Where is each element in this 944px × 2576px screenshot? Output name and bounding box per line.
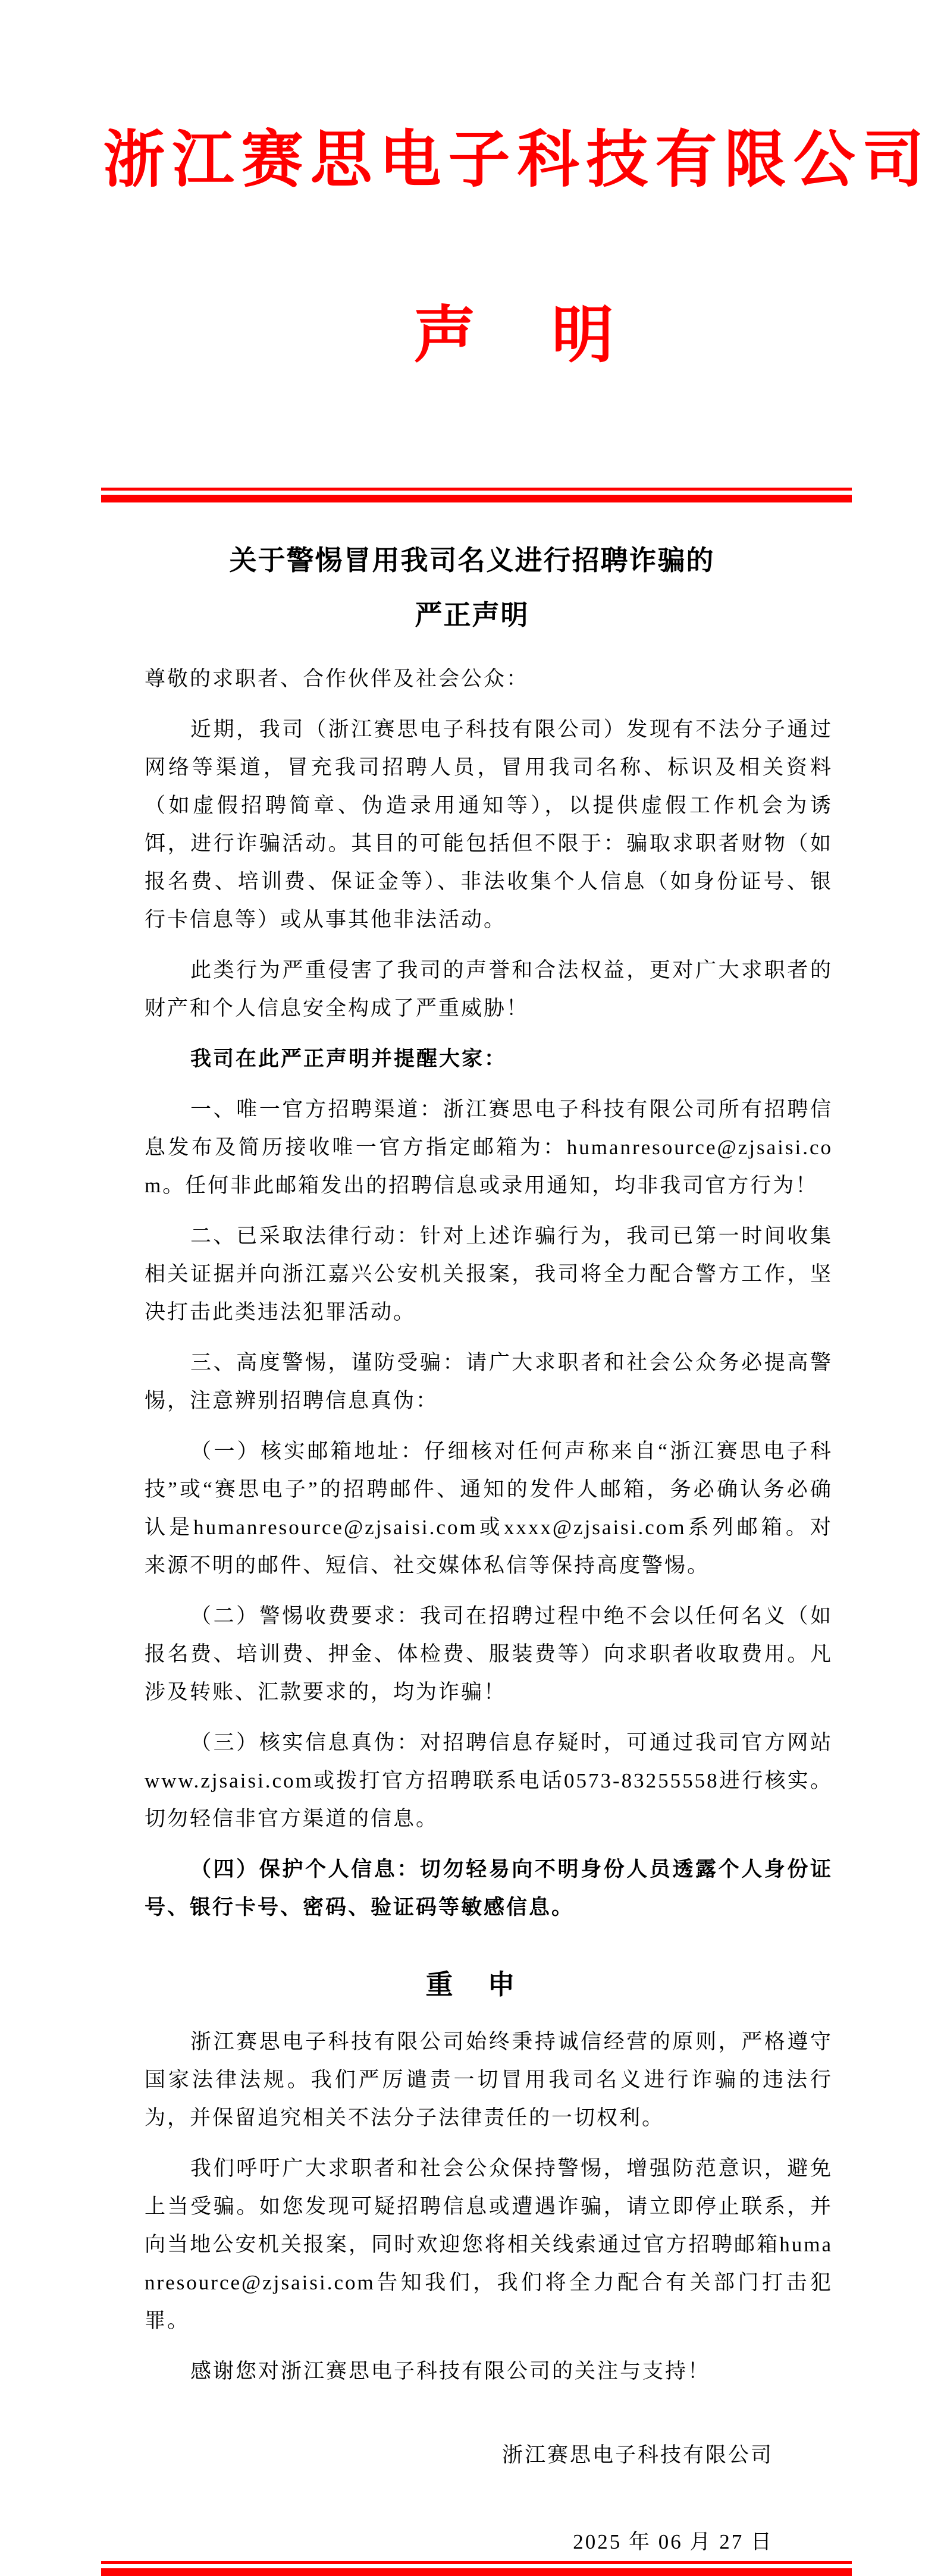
paragraph-item-3-vigilance: 三、高度警惕，谨防受骗：请广大求职者和社会公众务必提高警惕，注意辨别招聘信息真伪：: [145, 1351, 833, 1413]
company-title-line1: 浙江赛思电子科技有限公司: [103, 125, 932, 194]
statement-heading-line1: 关于警惕冒用我司名义进行招聘诈骗的: [229, 545, 715, 576]
salutation: 尊敬的求职者、合作伙伴及社会公众：: [145, 667, 529, 691]
date-line: 2025 年 06 月 27 日: [573, 2530, 773, 2554]
paragraph-sub-4-protect-info: （四）保护个人信息：切勿轻易向不明身份人员透露个人身份证号、银行卡号、密码、验证码等敏感信息。: [145, 1858, 833, 1920]
paragraph-appeal: 我们呼吁广大求职者和社会公众保持警惕，增强防范意识，避免上当受骗。如您发现可疑招聘信息或遭遇诈骗，请立即停止联系，并向当地公安机关报案，同时欢迎您将相关线索通过官方招聘邮箱humanresource@zjsaisi.com告知我们，我们将全力配合有关部门打击犯罪。: [145, 2157, 833, 2333]
restatement-heading: 重 申: [425, 1969, 519, 2000]
bottom-rule-thin-line: [101, 2561, 852, 2564]
bottom-rule-thick-line: [101, 2568, 852, 2576]
statement-heading: [0, 533, 944, 643]
paragraph-harm: 此类行为严重侵害了我司的声誉和合法权益，更对广大求职者的财产和个人信息安全构成了严重威胁！: [145, 959, 833, 1020]
paragraph-sub-3-verify-info: （三）核实信息真伪：对招聘信息存疑时，可通过我司官方网站www.zjsaisi.com或拨打官方招聘联系电话0573-83255558进行核实。切勿轻信非官方渠道的信息。: [145, 1731, 833, 1831]
top-rule-thick-line: [101, 495, 852, 502]
paragraph-item-2-legal-action: 二、已采取法律行动：针对上述诈骗行为，我司已第一时间收集相关证据并向浙江嘉兴公安机关报案，我司将全力配合警方工作，坚决打击此类违法犯罪活动。: [145, 1224, 833, 1324]
statement-body: [145, 648, 833, 1939]
restatement-body: [145, 2010, 833, 2403]
paragraph-integrity: 浙江赛思电子科技有限公司始终秉持诚信经营的原则，严格遵守国家法律法规。我们严厉谴责一切冒用我司名义进行诈骗的违法行为，并保留追究相关不法分子法律责任的一切权利。: [145, 2030, 833, 2130]
paragraph-sub-2-fee-warning: （二）警惕收费要求：我司在招聘过程中绝不会以任何名义（如报名费、培训费、押金、体检费、服装费等）向求职者收取费用。凡涉及转账、汇款要求的，均为诈骗！: [145, 1604, 833, 1704]
company-title: [0, 29, 944, 467]
statement-heading-line2: 严正声明: [415, 600, 529, 631]
paragraph-item-1-official-channel: 一、唯一官方招聘渠道：浙江赛思电子科技有限公司所有招聘信息发布及简历接收唯一官方指定邮箱为：humanresource@zjsaisi.com。任何非此邮箱发出的招聘信息或录用通知，均非我司官方行为！: [145, 1098, 833, 1198]
signature-line: 浙江赛思电子科技有限公司: [501, 2443, 773, 2467]
bottom-double-rule-divider: [101, 2561, 852, 2576]
paragraph-declaration-lead: 我司在此严正声明并提醒大家：: [190, 1047, 507, 1071]
company-title-line2: 声 明: [413, 301, 621, 370]
top-rule-thin-line: [101, 488, 852, 491]
paragraph-sub-1-verify-email: （一）核实邮箱地址：仔细核对任何声称来自“浙江赛思电子科技”或“赛思电子”的招聘邮件、通知的发件人邮箱，务必确认务必确认是humanresource@zjsaisi.com或xxxx@zjsaisi.com系列邮箱。对来源不明的邮件、短信、社交媒体私信等保持高度警惕。: [145, 1440, 833, 1578]
top-double-rule-divider: [101, 488, 852, 502]
paragraph-background: 近期，我司（浙江赛思电子科技有限公司）发现有不法分子通过网络等渠道，冒充我司招聘人员，冒用我司名称、标识及相关资料（如虚假招聘简章、伪造录用通知等），以提供虚假工作机会为诱饵，进行诈骗活动。其目的可能包括但不限于：骗取求职者财物（如报名费、培训费、保证金等）、非法收集个人信息（如身份证号、银行卡信息等）或从事其他非法活动。: [145, 718, 833, 932]
paragraph-thanks: 感谢您对浙江赛思电子科技有限公司的关注与支持！: [190, 2360, 711, 2383]
